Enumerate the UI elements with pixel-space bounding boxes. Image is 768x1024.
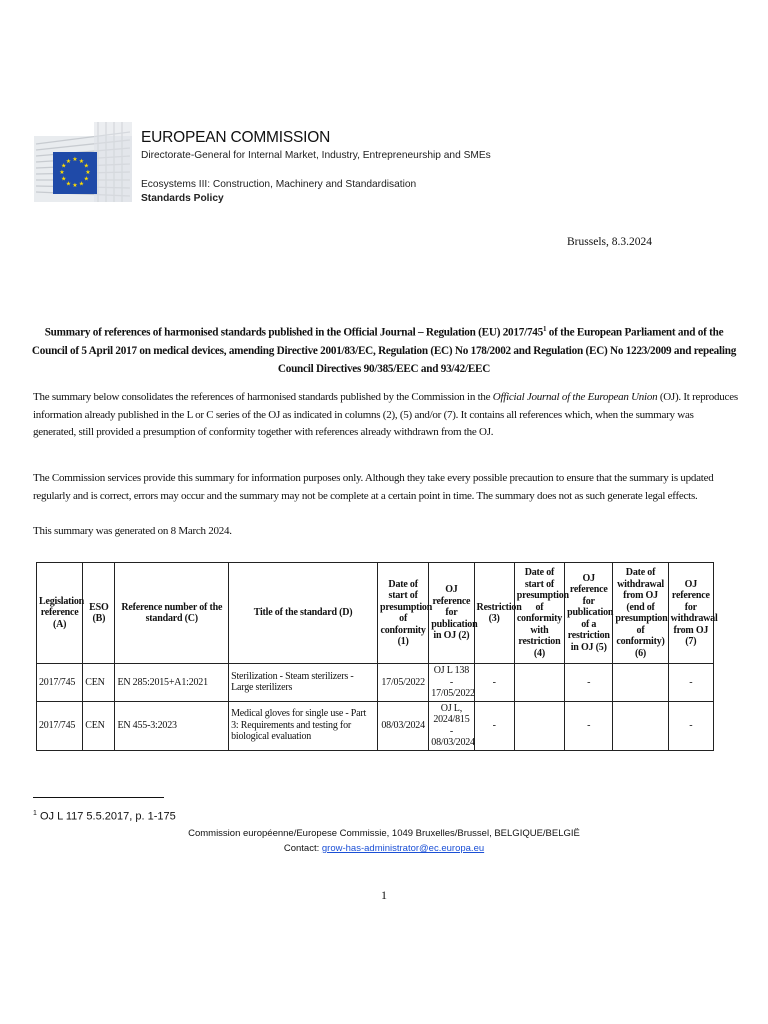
footnote-number: 1 <box>33 810 37 817</box>
document-title <box>30 320 738 378</box>
column-header: Legislation reference (A) <box>37 563 83 664</box>
intro-paragraph-1 <box>33 389 739 442</box>
column-header: OJ reference for publication in OJ (2) <box>429 563 474 664</box>
table-header-row <box>37 563 714 664</box>
table-cell: CEN <box>83 701 115 750</box>
svg-text:★: ★ <box>65 180 72 188</box>
table-cell: Medical gloves for single use - Part 3: Requirements and testing for biological evaluation <box>229 701 378 750</box>
footnote-marker: 1 <box>542 325 547 333</box>
table-cell: 17/05/2022 <box>377 664 428 702</box>
column-header: Reference number of the standard (C) <box>115 563 229 664</box>
european-commission-logo <box>34 122 132 202</box>
table-cell: 2017/745 <box>37 664 83 702</box>
svg-text:★: ★ <box>83 162 89 170</box>
table-row <box>37 664 714 702</box>
column-header: Title of the standard (D) <box>229 563 378 664</box>
table-cell: 2017/745 <box>37 701 83 750</box>
date-line: Brussels, 8.3.2024 <box>567 236 652 248</box>
svg-text:★: ★ <box>85 169 91 176</box>
table-cell <box>514 664 564 702</box>
svg-text:★: ★ <box>65 157 72 165</box>
column-header: Date of start of presumption of conformity with restriction (4) <box>514 563 564 664</box>
svg-text:★: ★ <box>72 182 78 189</box>
footer-address: Commission européenne/Europese Commissie, 1049 Bruxelles/Brussel, BELGIQUE/BELGIË <box>188 828 580 839</box>
footnote-text: OJ L 117 5.5.2017, p. 1-175 <box>36 810 176 823</box>
table-cell: - <box>668 664 713 702</box>
title-main: Summary of references of harmonised standards published in the Official Journal – Regulation (EU) 2017/745 <box>44 326 543 339</box>
eu-flag-icon <box>53 152 97 194</box>
table-cell: OJ L, 2024/815 - 08/03/2024 <box>429 701 474 750</box>
generated-date-note: This summary was generated on 8 March 2024. <box>33 525 232 537</box>
svg-text:★: ★ <box>59 169 65 176</box>
table-cell: CEN <box>83 664 115 702</box>
title-rest: of the European Parliament and of the Council of 5 April 2017 on medical devices, amending Directive 2001/83/EC, Regulation (EC) No 178/2002 and Regulation (EC) No 1223/2009 and repealing Council Directives 90/385/EEC and 93/42/EEC <box>31 326 737 375</box>
contact-email-link[interactable]: grow-has-administrator@ec.europa.eu <box>321 843 485 854</box>
table-cell: 08/03/2024 <box>377 701 428 750</box>
svg-text:★: ★ <box>72 156 78 163</box>
table-cell: - <box>474 664 514 702</box>
policy-name: Standards Policy <box>141 193 224 204</box>
organization-name: EUROPEAN COMMISSION <box>141 129 331 146</box>
table-cell: Sterilization - Steam sterilizers - Large sterilizers <box>229 664 378 702</box>
column-header: Restriction (3) <box>474 563 514 664</box>
table-cell <box>613 701 668 750</box>
table-row <box>37 701 714 750</box>
table-cell: EN 285:2015+A1:2021 <box>115 664 229 702</box>
column-header: OJ reference for withdrawal from OJ (7) <box>668 563 713 664</box>
svg-text:★: ★ <box>83 175 89 183</box>
page-number: 1 <box>381 888 387 902</box>
table-cell: EN 455-3:2023 <box>115 701 229 750</box>
svg-text:★: ★ <box>61 175 67 183</box>
table-cell: - <box>565 664 613 702</box>
intro-paragraph-2: The Commission services provide this summary for information purposes only. Although they take every possible precaution to ensure that the summary is updated regularly and is correct, errors may occur and the summary may not be complete at a certain point in time. The summary does not as such generate legal effects. <box>33 472 714 502</box>
contact-label: Contact: <box>283 843 322 854</box>
column-header: OJ reference for publication of a restriction in OJ (5) <box>565 563 613 664</box>
table-cell: - <box>474 701 514 750</box>
intro-text: The summary below consolidates the references of harmonised standards published by the Commission in the <box>33 391 493 403</box>
column-header: Date of withdrawal from OJ (end of presumption of conformity) (6) <box>613 563 668 664</box>
footnote-separator <box>33 797 164 798</box>
standards-table <box>36 562 718 751</box>
footnote <box>33 810 176 823</box>
table-cell <box>514 701 564 750</box>
table-cell: - <box>565 701 613 750</box>
table-cell: - <box>668 701 713 750</box>
footer-contact <box>0 843 768 854</box>
oj-name: Official Journal of the European Union <box>492 391 658 403</box>
column-header: ESO (B) <box>83 563 115 664</box>
intro-text: (OJ). It reproduces information already published in the L or C series of the OJ as indicated in columns (2), (5) and/or (7). It contains all references which, when the summary was generated, still provided a presumption of conformity together with references already withdrawn from the OJ. <box>33 391 738 438</box>
svg-text:★: ★ <box>78 157 85 165</box>
table-cell: OJ L 138 - 17/05/2022 <box>429 664 474 702</box>
directorate-general: Directorate-General for Internal Market, Industry, Entrepreneurship and SMEs <box>141 150 491 161</box>
svg-text:★: ★ <box>61 162 67 170</box>
column-header: Date of start of presumption of conformity (1) <box>377 563 428 664</box>
unit-name: Ecosystems III: Construction, Machinery and Standardisation <box>141 179 417 190</box>
table-cell <box>613 664 668 702</box>
svg-text:★: ★ <box>78 180 85 188</box>
